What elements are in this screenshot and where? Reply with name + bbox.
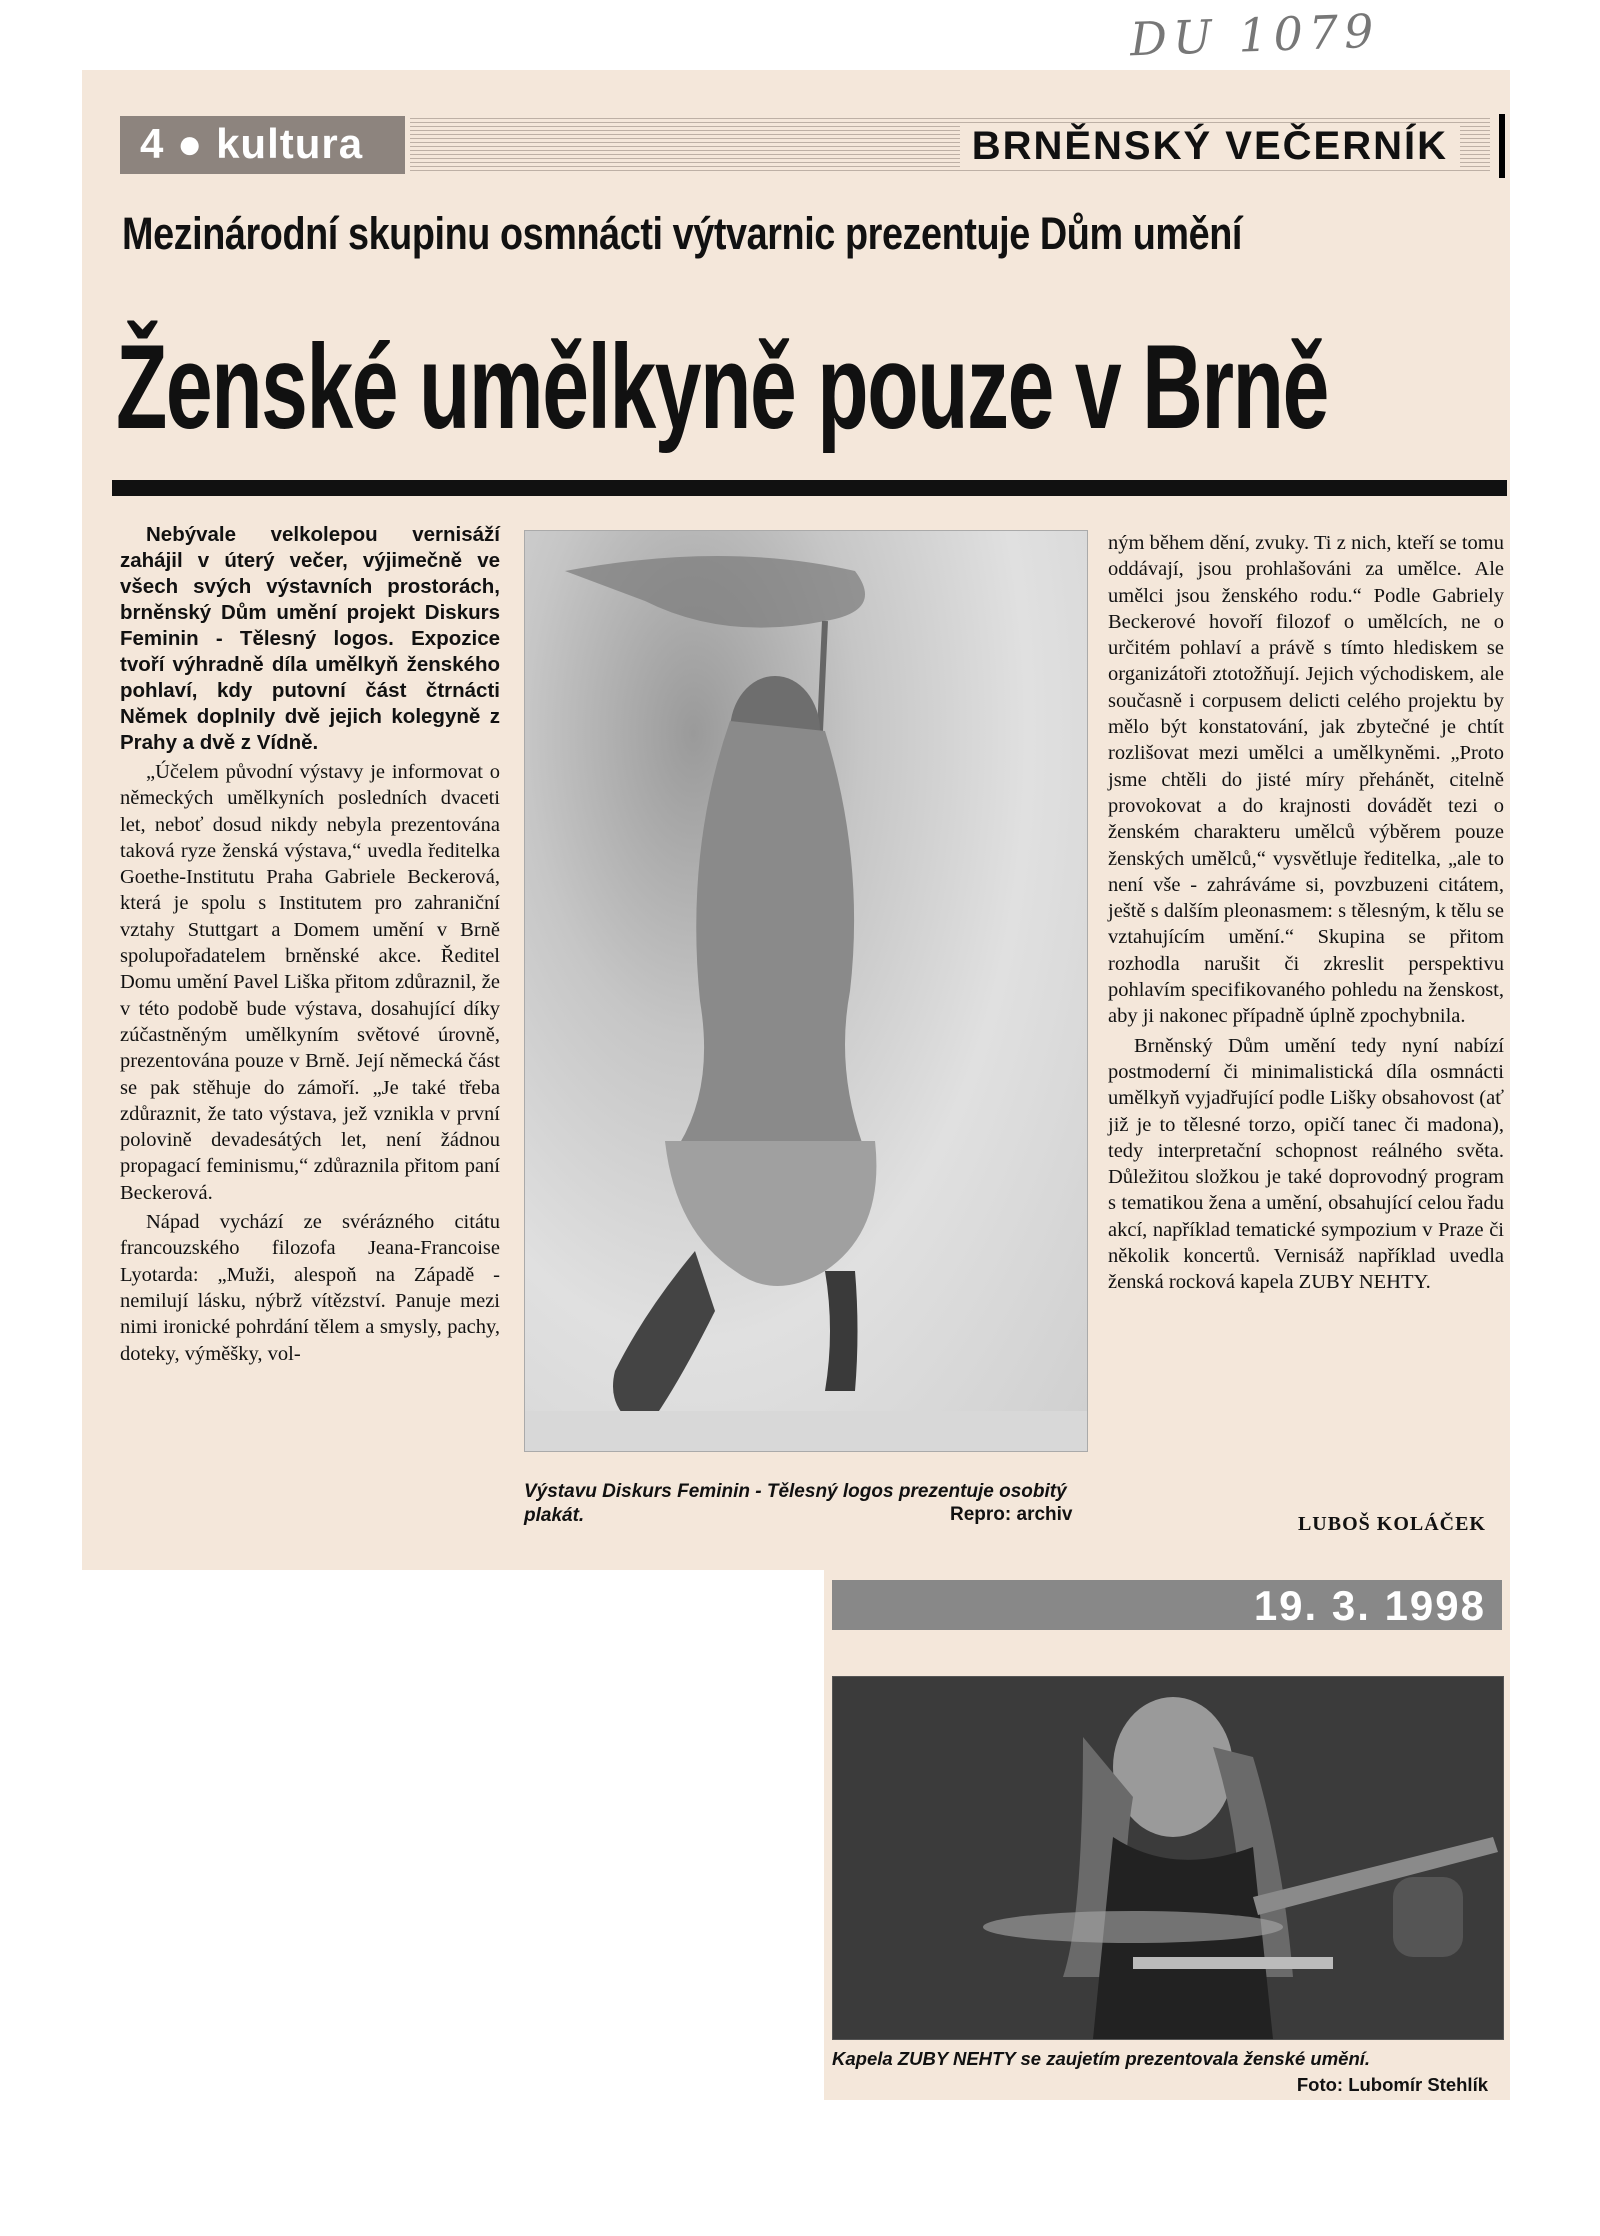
photo-credit: Repro: archiv [950,1504,1073,1525]
exhibition-poster-photo [524,530,1088,1452]
band-photo-credit: Foto: Lubomír Stehlík [1296,2074,1488,2095]
article-author: LUBOŠ KOLÁČEK [1297,1513,1486,1535]
masthead-end-bar [1499,114,1505,178]
article-lead: Nebývale velkolepou vernisáží zahájil v úterý večer, výjimečně ve všech svých výstavních prostorách, brněnský Dům umění projekt Diskurs Feminin - Tělesný logos. Expozice tvoří výhradně díla umělkyň ženského pohlaví, kdy putovní část čtrnácti Němek doplnily dvě jejich kolegyně z Prahy a dvě z Vídně. [120,523,500,754]
article-headline: Ženské umělkyně pouze v Brně [116,320,1328,454]
band-concert-photo [832,1676,1504,2040]
article-paragraph: Nápad vychází ze svérázného citátu francouzského filozofa Jeana-Francoise Lyotarda: „Muži, alespoň na Západě - nemilují lásku, nýbrž vítězství. Panuje mezi nimi ironické pohrdání tělem a smysly, pachy, doteky, výměšky, vol- [120,1211,500,1365]
headline-rule [112,480,1507,496]
poster-figure-illustration [525,531,1087,1451]
date-bar [832,1580,1502,1630]
article-paragraph: „Účelem původní výstavy je informovat o německých umělkyních posledních dvaceti let, neboť dosud nikdy nebyla prezentována taková ryze ženská výstava,“ uvedla ředitelka Goethe-Institutu Praha Gabriele Beckerová, která je spolu s Institutem pro zahraniční vztahy Stuttgart a Domem umění v Brně spolupořadatelem brněnské akce. Ředitel Domu umění Pavel Liška přitom zdůraznil, že v této podobě bude výstava, dosahující díky zúčastněným umělkyním světové úrovně, prezentována pouze v Brně. Její německá část se pak stěhuje do zámoří. „Je také třeba zdůraznit, že tato výstava, jež vznikla v první polovině devadesátých let, není žádnou propagací feminismu,“ zdůraznila přitom paní Beckerová. [120,761,500,1204]
band-photo-caption: Kapela ZUBY NEHTY se zaujetím prezentovala ženské umění. [832,2048,1371,2069]
article-paragraph: ným během dění, zvuky. Ti z nich, kteří se tomu oddávají, jsou prohlašováni za umělce. Ale umělci jsou ženského rodu.“ Podle Gabriely Beckerové hovoří filozof o umělcích, ne o určitém pohlaví a právě s tímto hlediskem se organizátoři ztotožňují. Jejich východiskem, ale současně i corpusem delicti celého projektu by mělo být konstatování, jak zbytečné je chtít rozlišovat mezi umělci a umělkyněmi. „Proto jsme chtěli do jisté míry přehánět, citelně provokovat a do krajnosti dovádět tezi o ženském charakteru umělců výběrem pouze ženských umělců,“ vysvětluje ředitelka, „ale to není vše - zahráváme si, povzbuzeni citátem, ještě s dalším pleonasmem: s tělesným, k tělu se vztahujícím umění.“ Skupina se přitom rozhodla narušit či zkreslit perspektivu pohlavím specifikovaného pohledu na ženskost, aby ji nakonec případně úplně zpochybnila. [1108,532,1504,1028]
section-label-box [120,116,405,174]
handwritten-archive-note: DU 1079 [1129,3,1381,67]
article-subheadline: Mezinárodní skupinu osmnácti výtvarnic prezentuje Dům umění [122,208,1242,259]
section-label: 4 ● kultura [140,120,364,167]
masthead-rule [410,116,1490,174]
article-right-column [1108,530,1504,1299]
article-paragraph: Brněnský Dům umění tedy nyní nabízí postmoderní či minimalistická díla osmnácti umělkyň vyjadřující podle Lišky obsahovost (ať již je to tělesné torzo, opičí tanec či madona), tedy interpretační schopnost reálného světa. Důležitou složkou je také doprovodný program s tematikou žena a umění, obsahující celou řadu akcí, například tematické sympozium v Praze či několik koncertů. Vernisáž například uvedla ženská rocková kapela ZUBY NEHTY. [1108,1034,1504,1294]
band-performance-illustration [833,1677,1503,2039]
publication-date: 19. 3. 1998 [1253,1582,1486,1629]
article-left-column [120,522,500,1370]
photo-caption: Výstavu Diskurs Feminin - Tělesný logos prezentuje osobitý plakát. [524,1481,1067,1526]
masthead [120,112,1505,182]
newspaper-title: BRNĚNSKÝ VEČERNÍK [960,124,1460,169]
